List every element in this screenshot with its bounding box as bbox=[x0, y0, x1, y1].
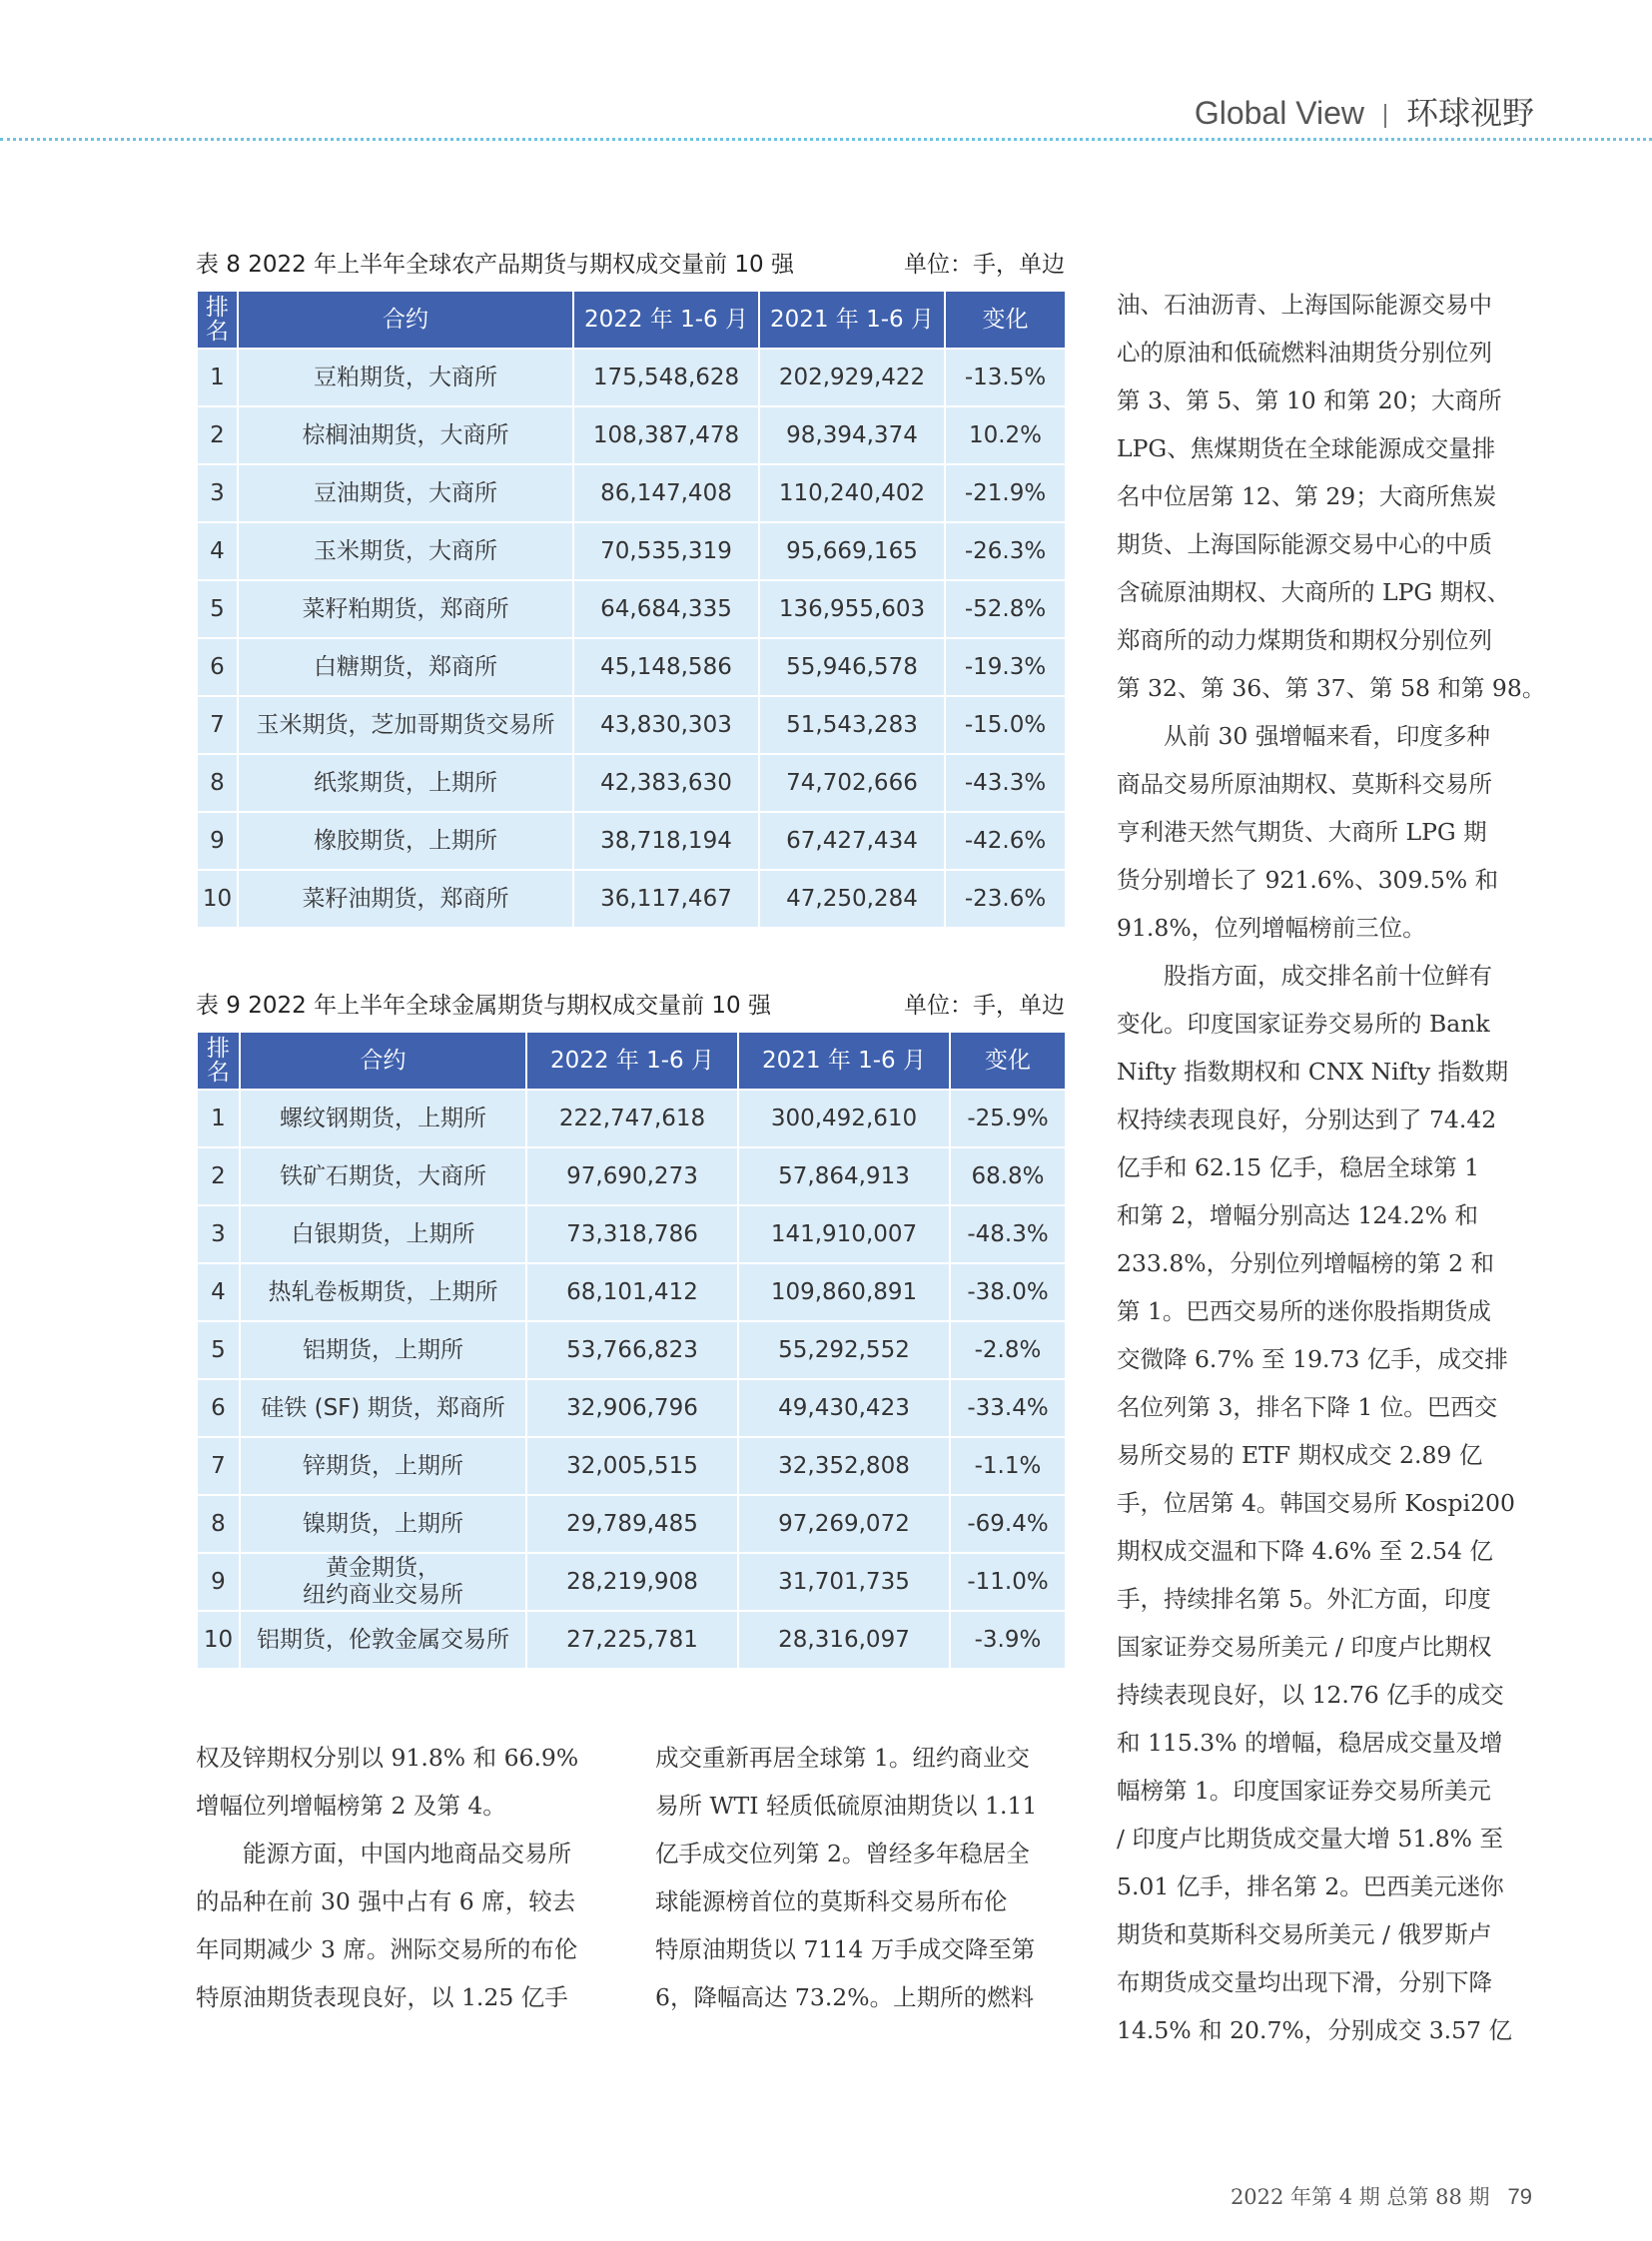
cell-rank: 9 bbox=[198, 813, 237, 869]
cell-rank: 7 bbox=[198, 1438, 239, 1494]
text-line: 能源方面，中国内地商品交易所 bbox=[196, 1840, 571, 1868]
cell-2021: 95,669,165 bbox=[760, 523, 944, 579]
table-row bbox=[198, 697, 1065, 753]
header-rank-char2: 名 bbox=[206, 319, 229, 345]
table9-caption: 表 9 2022 年上半年全球金属期货与期权成交量前 10 强 bbox=[196, 993, 771, 1019]
text-line: 期货、上海国际能源交易中心的中质 bbox=[1117, 530, 1492, 558]
cell-2022: 27,225,781 bbox=[527, 1612, 737, 1668]
cell-2021: 47,250,284 bbox=[760, 871, 944, 927]
cell-2021: 97,269,072 bbox=[739, 1496, 949, 1552]
text-line: 股指方面，成交排名前十位鲜有 bbox=[1117, 962, 1492, 990]
cell-2022: 43,830,303 bbox=[574, 697, 758, 753]
cell-rank: 4 bbox=[198, 523, 237, 579]
table9-header-contract: 合约 bbox=[241, 1033, 525, 1089]
text-line: 期权成交温和下降 4.6% 至 2.54 亿 bbox=[1117, 1537, 1493, 1565]
cell-change: 10.2% bbox=[946, 407, 1065, 463]
text-line: 郑商所的动力煤期货和期权分别位列 bbox=[1117, 626, 1492, 654]
text-line: 6，降幅高达 73.2%。上期所的燃料 bbox=[655, 1983, 1035, 2011]
cell-change: -25.9% bbox=[951, 1091, 1065, 1146]
cell-2022: 36,117,467 bbox=[574, 871, 758, 927]
table8-caption: 表 8 2022 年上半年全球农产品期货与期权成交量前 10 强 bbox=[196, 252, 794, 278]
body-column-3 bbox=[1117, 281, 1546, 2054]
running-header bbox=[0, 88, 1534, 134]
table-row bbox=[198, 523, 1065, 579]
cell-contract: 玉米期货，芝加哥期货交易所 bbox=[239, 697, 572, 753]
cell-2022: 38,718,194 bbox=[574, 813, 758, 869]
cell-contract: 豆油期货，大商所 bbox=[239, 465, 572, 521]
text-line: 国家证券交易所美元 / 印度卢比期权 bbox=[1117, 1633, 1492, 1661]
text-line: 易所 WTI 轻质低硫原油期货以 1.11 bbox=[655, 1792, 1038, 1820]
text-line: 名位列第 3，排名下降 1 位。巴西交 bbox=[1117, 1393, 1498, 1421]
text-line: 从前 30 强增幅来看，印度多种 bbox=[1117, 722, 1490, 750]
table-row bbox=[198, 581, 1065, 637]
text-line: 特原油期货以 7114 万手成交降至第 bbox=[655, 1935, 1036, 1963]
table8-header-contract: 合约 bbox=[239, 292, 572, 348]
cell-2021: 109,860,891 bbox=[739, 1264, 949, 1320]
header-rank-char2: 名 bbox=[207, 1060, 230, 1086]
header-title-cn: 环球视野 bbox=[1405, 94, 1534, 132]
cell-2021: 49,430,423 bbox=[739, 1380, 949, 1436]
cell-2021: 300,492,610 bbox=[739, 1091, 949, 1146]
table-row bbox=[198, 1612, 1065, 1668]
page-number: 79 bbox=[1507, 2184, 1532, 2209]
cell-2021: 110,240,402 bbox=[760, 465, 944, 521]
cell-contract: 螺纹钢期货，上期所 bbox=[241, 1091, 525, 1146]
cell-rank: 4 bbox=[198, 1264, 239, 1320]
cell-change: -2.8% bbox=[951, 1322, 1065, 1378]
cell-rank: 8 bbox=[198, 1496, 239, 1552]
cell-rank: 6 bbox=[198, 639, 237, 695]
table9-header-rank bbox=[198, 1033, 239, 1089]
cell-2022: 28,219,908 bbox=[527, 1554, 737, 1610]
text-line: 球能源榜首位的莫斯科交易所布伦 bbox=[655, 1887, 1008, 1915]
cell-contract: 热轧卷板期货，上期所 bbox=[241, 1264, 525, 1320]
cell-2021: 136,955,603 bbox=[760, 581, 944, 637]
table8-header-rank bbox=[198, 292, 237, 348]
text-line: 成交重新再居全球第 1。纽约商业交 bbox=[655, 1744, 1030, 1772]
cell-change: -23.6% bbox=[946, 871, 1065, 927]
header-dotted-rule bbox=[0, 138, 1652, 141]
cell-change: -33.4% bbox=[951, 1380, 1065, 1436]
text-line: 亿手和 62.15 亿手，稳居全球第 1 bbox=[1117, 1153, 1480, 1181]
cell-2021: 202,929,422 bbox=[760, 350, 944, 405]
text-line: 布期货成交量均出现下滑，分别下降 bbox=[1117, 1968, 1492, 1996]
cell-contract: 菜籽粕期货，郑商所 bbox=[239, 581, 572, 637]
cell-change: -48.3% bbox=[951, 1206, 1065, 1262]
cell-contract: 玉米期货，大商所 bbox=[239, 523, 572, 579]
cell-change: -21.9% bbox=[946, 465, 1065, 521]
table-row bbox=[198, 1148, 1065, 1204]
cell-rank: 8 bbox=[198, 755, 237, 811]
cell-change: -42.6% bbox=[946, 813, 1065, 869]
cell-contract: 铝期货，伦敦金属交易所 bbox=[241, 1612, 525, 1668]
text-line: 的品种在前 30 强中占有 6 席，较去 bbox=[196, 1887, 576, 1915]
cell-2022: 175,548,628 bbox=[574, 350, 758, 405]
text-line: 权持续表现良好，分别达到了 74.42 bbox=[1117, 1106, 1497, 1133]
cell-2022: 73,318,786 bbox=[527, 1206, 737, 1262]
cell-contract: 铝期货，上期所 bbox=[241, 1322, 525, 1378]
text-line: 5.01 亿手，排名第 2。巴西美元迷你 bbox=[1117, 1872, 1504, 1900]
cell-rank: 9 bbox=[198, 1554, 239, 1610]
text-line: 名中位居第 12、第 29；大商所焦炭 bbox=[1117, 482, 1497, 510]
cell-rank: 3 bbox=[198, 1206, 239, 1262]
table8-caption-row bbox=[196, 248, 1065, 282]
table-row bbox=[198, 1496, 1065, 1552]
text-line: 权及锌期权分别以 91.8% 和 66.9% bbox=[196, 1744, 579, 1772]
cell-rank: 10 bbox=[198, 1612, 239, 1668]
text-line: 增幅位列增幅榜第 2 及第 4。 bbox=[196, 1792, 506, 1820]
cell-2021: 51,543,283 bbox=[760, 697, 944, 753]
cell-2022: 97,690,273 bbox=[527, 1148, 737, 1204]
table-row bbox=[198, 1438, 1065, 1494]
cell-2022: 45,148,586 bbox=[574, 639, 758, 695]
cell-change: 68.8% bbox=[951, 1148, 1065, 1204]
cell-2022: 86,147,408 bbox=[574, 465, 758, 521]
cell-rank: 1 bbox=[198, 1091, 239, 1146]
table9-unit: 单位：手，单边 bbox=[904, 993, 1065, 1019]
text-line: 233.8%，分别位列增幅榜的第 2 和 bbox=[1117, 1249, 1494, 1277]
text-line: 持续表现良好，以 12.76 亿手的成交 bbox=[1117, 1681, 1504, 1709]
text-line: Nifty 指数期权和 CNX Nifty 指数期 bbox=[1117, 1058, 1509, 1086]
table-row bbox=[198, 755, 1065, 811]
cell-2022: 42,383,630 bbox=[574, 755, 758, 811]
text-line: 心的原油和低硫燃料油期货分别位列 bbox=[1117, 339, 1492, 367]
cell-rank: 6 bbox=[198, 1380, 239, 1436]
text-line: 亿手成交位列第 2。曾经多年稳居全 bbox=[655, 1840, 1030, 1868]
cell-2022: 108,387,478 bbox=[574, 407, 758, 463]
text-line: 特原油期货表现良好，以 1.25 亿手 bbox=[196, 1983, 568, 2011]
header-rank-char1: 排 bbox=[207, 1036, 230, 1062]
cell-2021: 57,864,913 bbox=[739, 1148, 949, 1204]
cell-change: -52.8% bbox=[946, 581, 1065, 637]
cell-rank: 1 bbox=[198, 350, 237, 405]
cell-2022: 222,747,618 bbox=[527, 1091, 737, 1146]
table-row bbox=[198, 1380, 1065, 1436]
text-line: 交微降 6.7% 至 19.73 亿手，成交排 bbox=[1117, 1345, 1508, 1373]
body-column-2 bbox=[655, 1734, 1065, 2021]
cell-2021: 28,316,097 bbox=[739, 1612, 949, 1668]
cell-2021: 67,427,434 bbox=[760, 813, 944, 869]
cell-change: -43.3% bbox=[946, 755, 1065, 811]
table-row bbox=[198, 1264, 1065, 1320]
header-title-en: Global View bbox=[1194, 95, 1364, 131]
cell-contract: 菜籽油期货，郑商所 bbox=[239, 871, 572, 927]
text-line: 期货和莫斯科交易所美元 / 俄罗斯卢 bbox=[1117, 1920, 1492, 1948]
cell-contract: 橡胶期货，上期所 bbox=[239, 813, 572, 869]
text-line: 和第 2，增幅分别高达 124.2% 和 bbox=[1117, 1201, 1478, 1229]
cell-contract: 纸浆期货，上期所 bbox=[239, 755, 572, 811]
cell-contract: 锌期货，上期所 bbox=[241, 1438, 525, 1494]
cell-contract: 硅铁 (SF) 期货，郑商所 bbox=[241, 1380, 525, 1436]
cell-rank: 10 bbox=[198, 871, 237, 927]
table9-header-row bbox=[198, 1033, 1065, 1089]
table-row bbox=[198, 350, 1065, 405]
cell-contract: 铁矿石期货，大商所 bbox=[241, 1148, 525, 1204]
cell-contract: 镍期货，上期所 bbox=[241, 1496, 525, 1552]
cell-rank: 5 bbox=[198, 1322, 239, 1378]
table-row bbox=[198, 1206, 1065, 1262]
text-line: / 印度卢比期货成交量大增 51.8% 至 bbox=[1117, 1825, 1503, 1853]
table8-header-2021: 2021 年 1-6 月 bbox=[760, 292, 944, 348]
text-line: 幅榜第 1。印度国家证券交易所美元 bbox=[1117, 1777, 1491, 1805]
header-separator bbox=[1384, 104, 1386, 128]
table-row bbox=[198, 813, 1065, 869]
table8 bbox=[196, 290, 1067, 929]
cell-change: -26.3% bbox=[946, 523, 1065, 579]
body-column-1 bbox=[196, 1734, 605, 2021]
footer-issue: 2022 年第 4 期 总第 88 期 bbox=[1230, 2185, 1490, 2209]
text-line: 第 1。巴西交易所的迷你股指期货成 bbox=[1117, 1297, 1491, 1325]
text-line: 亨利港天然气期货、大商所 LPG 期 bbox=[1117, 818, 1487, 846]
cell-rank: 3 bbox=[198, 465, 237, 521]
text-line: 91.8%，位列增幅榜前三位。 bbox=[1117, 914, 1426, 942]
text-line: 油、石油沥青、上海国际能源交易中 bbox=[1117, 291, 1492, 319]
cell-change: -38.0% bbox=[951, 1264, 1065, 1320]
cell-contract-line2: 纽约商业交易所 bbox=[303, 1582, 463, 1608]
text-line: 手，位居第 4。韩国交易所 Kospi200 bbox=[1117, 1489, 1515, 1517]
cell-2021: 98,394,374 bbox=[760, 407, 944, 463]
table9-header-2022: 2022 年 1-6 月 bbox=[527, 1033, 737, 1089]
page-footer bbox=[0, 2181, 1532, 2211]
cell-change: -19.3% bbox=[946, 639, 1065, 695]
table9 bbox=[196, 1031, 1067, 1670]
cell-rank: 2 bbox=[198, 407, 237, 463]
cell-2021: 55,946,578 bbox=[760, 639, 944, 695]
text-line: 商品交易所原油期权、莫斯科交易所 bbox=[1117, 770, 1492, 798]
text-line: 含硫原油期权、大商所的 LPG 期权、 bbox=[1117, 578, 1511, 606]
cell-change: -69.4% bbox=[951, 1496, 1065, 1552]
table8-header-row bbox=[198, 292, 1065, 348]
cell-contract: 白糖期货，郑商所 bbox=[239, 639, 572, 695]
cell-2022: 29,789,485 bbox=[527, 1496, 737, 1552]
text-line: 变化。印度国家证券交易所的 Bank bbox=[1117, 1010, 1490, 1038]
text-line: 货分别增长了 921.6%、309.5% 和 bbox=[1117, 866, 1499, 894]
table8-header-2022: 2022 年 1-6 月 bbox=[574, 292, 758, 348]
table-row bbox=[198, 1554, 1065, 1610]
cell-contract: 豆粕期货，大商所 bbox=[239, 350, 572, 405]
table-row bbox=[198, 871, 1065, 927]
table-row bbox=[198, 639, 1065, 695]
text-line: 易所交易的 ETF 期权成交 2.89 亿 bbox=[1117, 1441, 1483, 1469]
table9-header-2021: 2021 年 1-6 月 bbox=[739, 1033, 949, 1089]
text-line: 第 32、第 36、第 37、第 58 和第 98。 bbox=[1117, 674, 1546, 702]
cell-2021: 141,910,007 bbox=[739, 1206, 949, 1262]
text-line: LPG、焦煤期货在全球能源成交量排 bbox=[1117, 434, 1496, 462]
cell-2022: 32,906,796 bbox=[527, 1380, 737, 1436]
cell-2021: 55,292,552 bbox=[739, 1322, 949, 1378]
text-line: 第 3、第 5、第 10 和第 20；大商所 bbox=[1117, 386, 1502, 414]
cell-change: -1.1% bbox=[951, 1438, 1065, 1494]
table-row bbox=[198, 1322, 1065, 1378]
text-line: 年同期减少 3 席。洲际交易所的布伦 bbox=[196, 1935, 578, 1963]
cell-2022: 64,684,335 bbox=[574, 581, 758, 637]
cell-2021: 31,701,735 bbox=[739, 1554, 949, 1610]
cell-2021: 32,352,808 bbox=[739, 1438, 949, 1494]
cell-rank: 5 bbox=[198, 581, 237, 637]
cell-rank: 7 bbox=[198, 697, 237, 753]
cell-contract: 棕榈油期货，大商所 bbox=[239, 407, 572, 463]
cell-contract bbox=[241, 1554, 525, 1610]
cell-2022: 70,535,319 bbox=[574, 523, 758, 579]
cell-rank: 2 bbox=[198, 1148, 239, 1204]
table8-unit: 单位：手，单边 bbox=[904, 252, 1065, 278]
table9-header-change: 变化 bbox=[951, 1033, 1065, 1089]
text-line: 手，持续排名第 5。外汇方面，印度 bbox=[1117, 1585, 1491, 1613]
cell-2021: 74,702,666 bbox=[760, 755, 944, 811]
header-rank-char1: 排 bbox=[206, 295, 229, 321]
text-line: 和 115.3% 的增幅，稳居成交量及增 bbox=[1117, 1729, 1503, 1757]
cell-contract-line1: 黄金期货， bbox=[326, 1555, 440, 1581]
cell-change: -13.5% bbox=[946, 350, 1065, 405]
cell-2022: 53,766,823 bbox=[527, 1322, 737, 1378]
cell-2022: 32,005,515 bbox=[527, 1438, 737, 1494]
cell-2022: 68,101,412 bbox=[527, 1264, 737, 1320]
cell-change: -11.0% bbox=[951, 1554, 1065, 1610]
table-row bbox=[198, 1091, 1065, 1146]
table9-caption-row bbox=[196, 989, 1065, 1023]
cell-change: -3.9% bbox=[951, 1612, 1065, 1668]
cell-contract: 白银期货，上期所 bbox=[241, 1206, 525, 1262]
text-line: 14.5% 和 20.7%，分别成交 3.57 亿 bbox=[1117, 2016, 1513, 2044]
cell-change: -15.0% bbox=[946, 697, 1065, 753]
table-row bbox=[198, 407, 1065, 463]
table8-header-change: 变化 bbox=[946, 292, 1065, 348]
table-row bbox=[198, 465, 1065, 521]
